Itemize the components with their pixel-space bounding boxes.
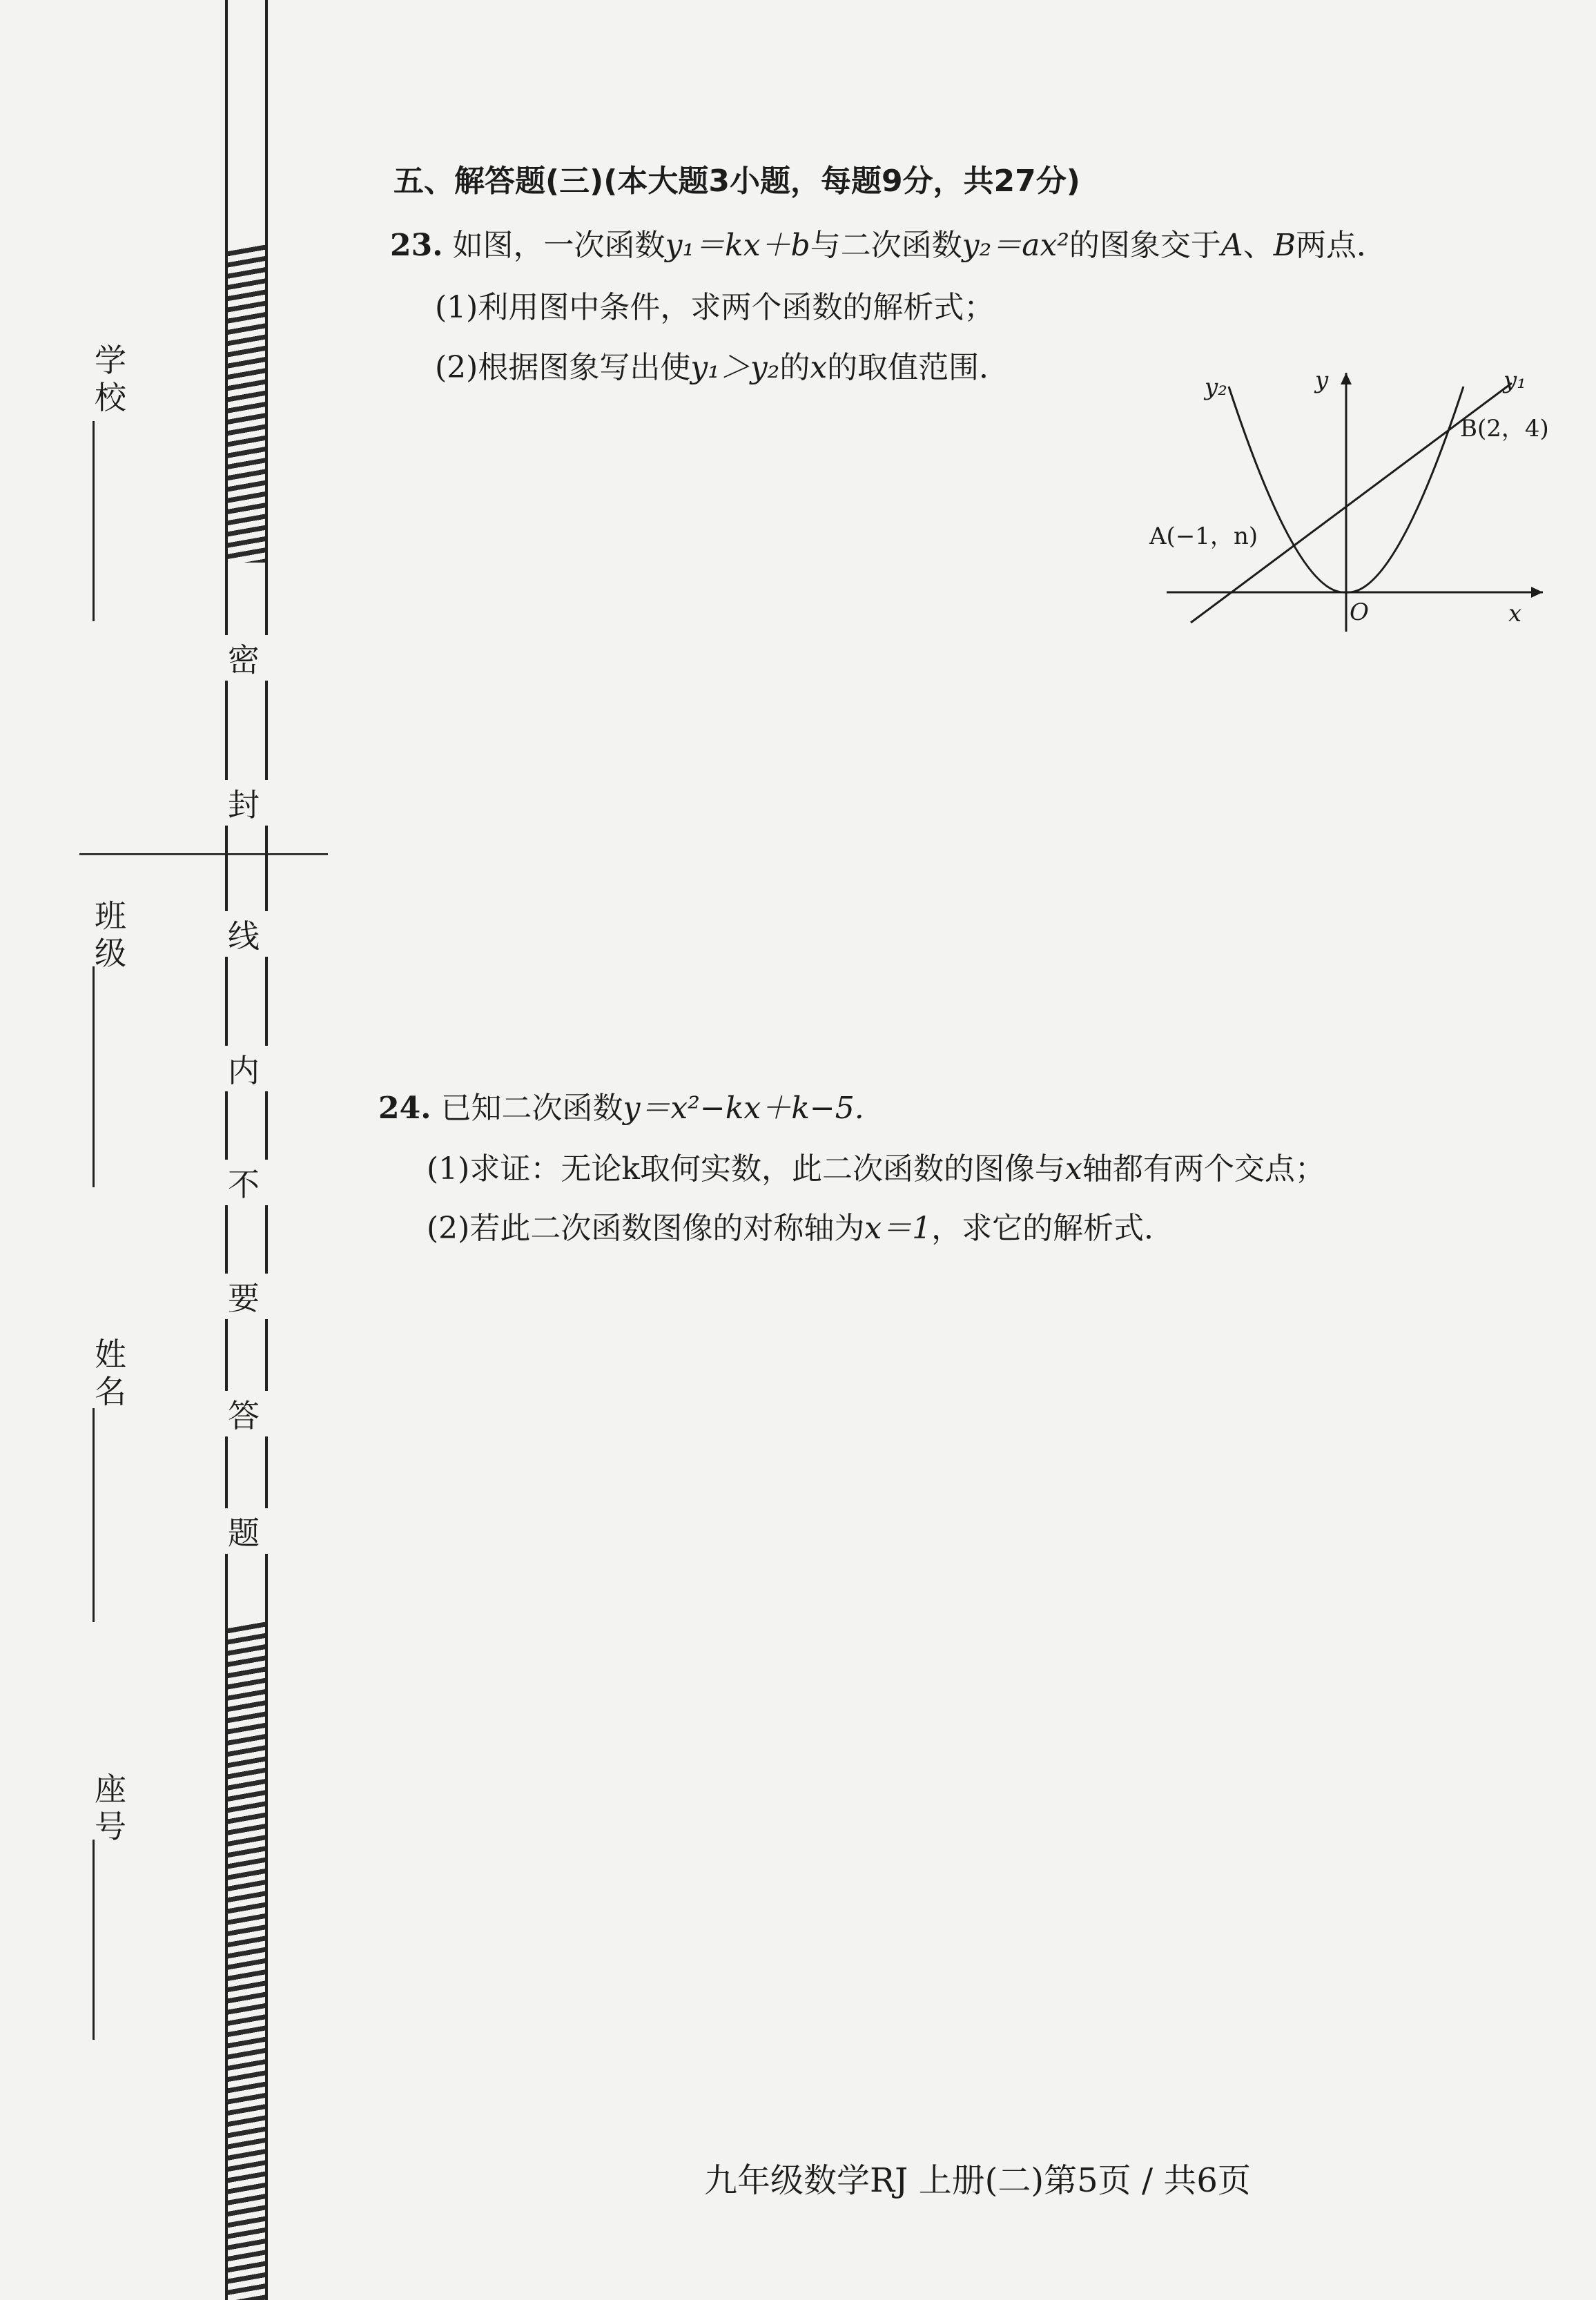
seal-char: 要	[220, 1274, 268, 1319]
q23-text: 两点．	[1296, 228, 1388, 263]
q24-eq: y＝x²−kx＋k−5.	[623, 1091, 864, 1126]
q23-y1: y₁	[665, 228, 695, 263]
name-blank	[93, 1408, 95, 1622]
label-point-a: A(−1，n)	[1149, 523, 1258, 550]
seal-char: 不	[220, 1160, 268, 1205]
seal-hatch-top	[225, 245, 268, 563]
q23-eq1: ＝kx＋b	[694, 228, 810, 263]
label-y: y	[1315, 367, 1329, 394]
seal-rule-left	[225, 0, 228, 2300]
q23-part1: (1)利用图中条件，求两个函数的解析式；	[435, 290, 995, 325]
seal-char: 线	[220, 911, 268, 957]
school-blank	[93, 421, 95, 621]
q23-part2-text: 的取值范围．	[827, 350, 1010, 385]
class-label: 班级	[95, 897, 126, 972]
seal-char: 内	[220, 1046, 268, 1091]
q23-graph	[1139, 359, 1553, 635]
tear-line	[79, 853, 328, 855]
seal-char: 题	[220, 1508, 268, 1554]
q23-y2: y₂	[962, 228, 992, 263]
seal-hatch-bottom	[225, 1622, 268, 2300]
q24-part1	[427, 1150, 1325, 1189]
seal-rule-right	[265, 0, 268, 2300]
name-label: 姓名	[95, 1336, 126, 1410]
q24-part2-eq: x＝1	[864, 1211, 932, 1246]
q24-part1-x: x	[1065, 1151, 1082, 1187]
q24-part1-text: (1)求证：无论k取何实数，此二次函数的图像与	[427, 1151, 1065, 1187]
q23-point-b: B	[1273, 228, 1296, 263]
q24-part2-text: ，求它的解析式．	[931, 1211, 1175, 1246]
q24-text: 已知二次函数	[440, 1091, 623, 1126]
label-origin: O	[1350, 598, 1369, 626]
q23-eq2: ＝ax²	[991, 228, 1069, 263]
seal-char: 密	[220, 635, 268, 681]
q23-stem	[390, 226, 1387, 265]
seal-char: 答	[220, 1391, 268, 1436]
y-axis-arrow	[1341, 373, 1352, 384]
label-point-b: B(2，4)	[1460, 415, 1549, 442]
q23-part2-text: 的	[779, 350, 810, 385]
q24-part2	[427, 1209, 1174, 1248]
school-label: 学校	[95, 342, 126, 416]
q24-stem	[378, 1089, 864, 1128]
q24-part2-text: (2)若此二次函数图像的对称轴为	[427, 1211, 865, 1246]
label-y2: y₂	[1205, 373, 1227, 401]
q23-part2-text: (2)根据图象写出使	[435, 350, 691, 385]
q23-number: 23.	[390, 228, 443, 263]
q23-part2-x: x	[810, 350, 828, 385]
q23-sep: 、	[1243, 228, 1274, 263]
x-axis-arrow	[1531, 587, 1543, 598]
class-blank	[93, 966, 95, 1187]
seal-char: 封	[220, 780, 268, 826]
q24-part1-text: 轴都有两个交点；	[1082, 1151, 1325, 1187]
q23-text: 与二次函数	[810, 228, 962, 263]
q23-point-a: A	[1220, 228, 1243, 263]
page-footer: 九年级数学RJ 上册(二)第5页 / 共6页	[704, 2161, 1251, 2200]
q23-text: 的图象交于	[1069, 228, 1221, 263]
q23-part2	[435, 349, 1009, 387]
q23-text: 如图，一次函数	[452, 228, 665, 263]
q23-part2-ineq: y₁＞y₂	[690, 350, 780, 385]
section-title: 五、解答题(三)(本大题3小题，每题9分，共27分)	[393, 164, 1080, 199]
seat-label: 座号	[95, 1771, 126, 1845]
label-x: x	[1508, 600, 1522, 627]
q24-number: 24.	[378, 1091, 431, 1126]
label-y1: y₁	[1503, 367, 1526, 394]
seat-blank	[93, 1840, 95, 2040]
